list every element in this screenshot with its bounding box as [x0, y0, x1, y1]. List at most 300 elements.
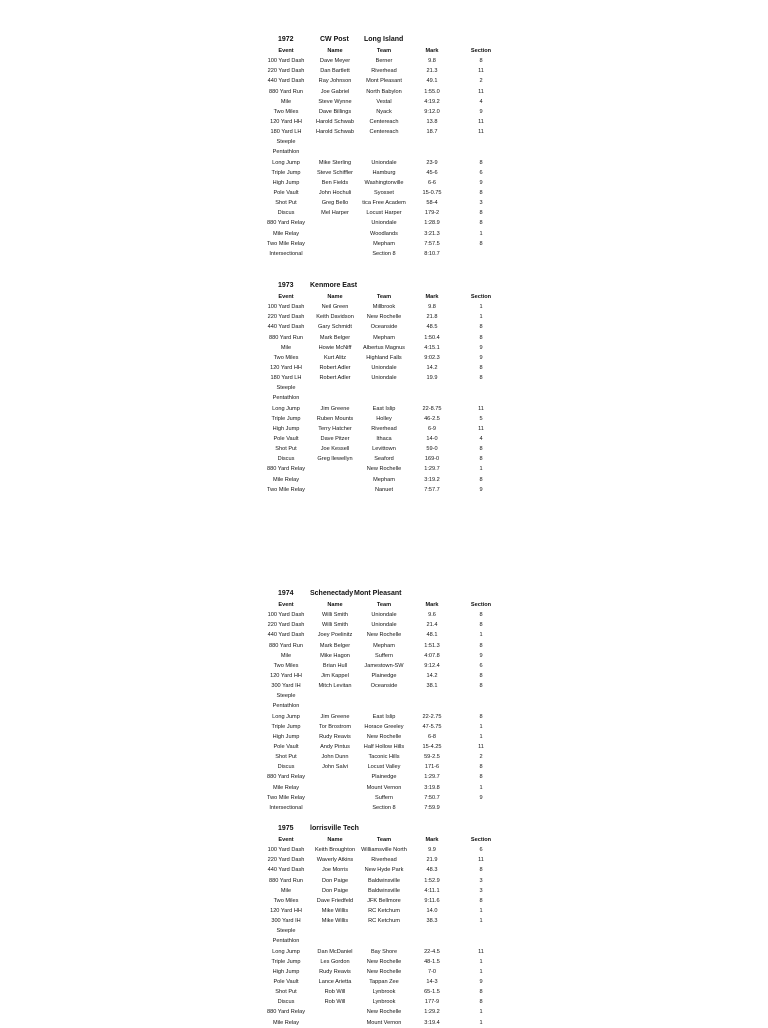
cell-team: Berner: [375, 58, 393, 65]
cell-event: Discus: [277, 999, 295, 1006]
venue-label: Kenmore East: [310, 282, 358, 289]
table-row: [258, 158, 518, 168]
table-row: [258, 783, 518, 793]
cell-mark: 38.3: [426, 918, 438, 925]
cell-name: Joe Gabriel: [320, 88, 350, 95]
cell-mark: 46-2.5: [424, 415, 440, 422]
cell-section: 1: [479, 466, 483, 473]
table-row: [258, 1018, 518, 1028]
cell-team: Oceanside: [370, 324, 398, 331]
table-row: [258, 353, 518, 363]
cell-section: 11: [478, 405, 484, 412]
cell-name: Dan Bartlett: [320, 68, 350, 75]
table-row: [258, 793, 518, 803]
cell-event: High Jump: [272, 968, 300, 975]
table-row: [258, 424, 518, 434]
table-row: [258, 434, 518, 444]
cell-section: 6: [479, 169, 483, 176]
table-row: [258, 87, 518, 97]
cell-team: Lynbrook: [372, 999, 396, 1006]
column-header-event: Event: [278, 294, 294, 300]
column-header-mark: Mark: [425, 294, 439, 300]
cell-section: 1: [479, 314, 483, 321]
table-row: [258, 383, 518, 393]
cell-section: 1: [479, 968, 483, 975]
year-block-1972: [258, 36, 518, 259]
cell-section: 1: [479, 304, 483, 311]
cell-team: Centereach: [369, 118, 399, 125]
cell-name: Mike Hagon: [320, 652, 350, 659]
cell-mark: 21.3: [426, 68, 438, 75]
cell-mark: 58-4: [426, 200, 438, 207]
cell-team: Mepham: [373, 334, 395, 341]
cell-team: Locust Valley: [367, 764, 401, 771]
cell-section: 8: [479, 189, 483, 196]
year-label: 1973: [278, 282, 294, 289]
cell-name: Jim Greene: [320, 713, 350, 720]
table-row: [258, 651, 518, 661]
table-row: [258, 671, 518, 681]
cell-mark: 9.8: [428, 58, 436, 65]
cell-event: Mile Relay: [272, 784, 300, 791]
table-row: [258, 916, 518, 926]
cell-team: Lynbrook: [372, 989, 396, 996]
column-header-name: Name: [327, 294, 343, 300]
cell-mark: 15-4.25: [422, 743, 442, 750]
table-row: [258, 896, 518, 906]
column-header-event: Event: [278, 602, 294, 608]
table-row: [258, 208, 518, 218]
cell-mark: 7:59.9: [424, 804, 440, 811]
cell-event: Pentathlon: [272, 703, 300, 710]
table-row: [258, 661, 518, 671]
table-row: [258, 855, 518, 865]
cell-event: 300 Yard IH: [271, 683, 301, 690]
cell-event: 220 Yard Dash: [267, 68, 305, 75]
cell-mark: 171-6: [424, 764, 440, 771]
cell-section: 8: [479, 897, 483, 904]
cell-mark: 9.8: [428, 304, 436, 311]
cell-team: Levittown: [372, 446, 396, 453]
table-row: [258, 997, 518, 1007]
cell-mark: 59-0: [426, 446, 438, 453]
cell-mark: 6-8: [427, 733, 437, 740]
cell-event: Triple Jump: [271, 723, 301, 730]
cell-event: Pole Vault: [273, 435, 299, 442]
cell-section: 9: [479, 978, 483, 985]
cell-mark: 1:29.2: [424, 1009, 440, 1016]
cell-team: Half Hollow Hills: [363, 743, 405, 750]
cell-name: Rob Will: [324, 999, 346, 1006]
cell-section: 1: [479, 1009, 483, 1016]
cell-team: Section 8: [372, 250, 396, 257]
cell-team: Washingtonville: [364, 179, 404, 186]
cell-team: Plainedge: [371, 774, 397, 781]
cell-team: Nanuet: [374, 486, 394, 493]
column-header-section: Section: [470, 602, 492, 608]
cell-mark: 6-9: [427, 425, 437, 432]
cell-section: 8: [479, 999, 483, 1006]
year-block-1974: [258, 590, 518, 813]
table-row: [258, 762, 518, 772]
cell-team: Ithaca: [376, 435, 392, 442]
cell-event: 440 Yard Dash: [267, 78, 305, 85]
cell-mark: 179-2: [424, 210, 440, 217]
cell-mark: 45-6: [426, 169, 438, 176]
cell-event: 880 Yard Relay: [266, 466, 306, 473]
cell-event: 300 Yard IH: [271, 918, 301, 925]
cell-section: 8: [479, 159, 483, 166]
cell-section: 9: [479, 344, 483, 351]
cell-event: 440 Yard Dash: [267, 867, 305, 874]
cell-team: Mount Vernon: [366, 1019, 402, 1026]
cell-section: 9: [479, 179, 483, 186]
cell-mark: 3:19.2: [424, 476, 440, 483]
cell-name: Mel Harper: [321, 210, 349, 217]
cell-mark: 1:55.0: [424, 88, 440, 95]
cell-mark: 3:19.4: [424, 1019, 440, 1026]
table-row: [258, 137, 518, 147]
cell-section: 8: [479, 764, 483, 771]
column-header-team: Team: [376, 602, 392, 608]
cell-team: New Rochelle: [366, 733, 402, 740]
cell-section: 8: [479, 622, 483, 629]
cell-name: Dave Pitzer: [320, 435, 350, 442]
cell-section: 1: [479, 723, 483, 730]
table-row: [258, 947, 518, 957]
cell-mark: 6-6: [427, 179, 437, 186]
cell-name: Terry Hatcher: [318, 425, 352, 432]
cell-section: 11: [478, 948, 484, 955]
cell-name: Les Gordon: [320, 958, 350, 965]
cell-mark: 38.1: [426, 683, 438, 690]
cell-section: 3: [479, 200, 483, 207]
cell-mark: 169-0: [424, 456, 440, 463]
cell-team: New Rochelle: [366, 968, 402, 975]
cell-name: Ray Johnson: [318, 78, 352, 85]
cell-section: 8: [479, 672, 483, 679]
table-row: [258, 373, 518, 383]
table-row: [258, 742, 518, 752]
cell-event: Mile: [280, 344, 292, 351]
cell-event: Two Miles: [273, 662, 299, 669]
cell-event: 120 Yard HH: [270, 118, 302, 125]
table-row: [258, 363, 518, 373]
cell-event: Shot Put: [275, 989, 297, 996]
cell-mark: 9:12.4: [424, 662, 440, 669]
cell-mark: 19.9: [426, 375, 438, 382]
location-label: Long Island: [364, 36, 404, 43]
table-row: [258, 97, 518, 107]
cell-event: 880 Yard Run: [268, 877, 303, 884]
cell-team: Suffern: [375, 794, 393, 801]
cell-team: Mepham: [373, 642, 395, 649]
cell-name: Mike Willis: [321, 907, 349, 914]
cell-event: High Jump: [272, 733, 300, 740]
cell-section: 8: [479, 612, 483, 619]
table-row: [258, 249, 518, 259]
cell-team: Section 8: [372, 804, 396, 811]
cell-team: Tappan Zee: [369, 978, 399, 985]
table-row: [258, 178, 518, 188]
cell-event: Two Miles: [273, 897, 299, 904]
table-row: [258, 404, 518, 414]
cell-team: Uniondale: [371, 159, 397, 166]
cell-team: Baldwinsville: [367, 887, 401, 894]
cell-section: 4: [479, 98, 483, 105]
cell-name: Don Paige: [321, 887, 349, 894]
column-header-row: [258, 46, 518, 56]
cell-event: 220 Yard Dash: [267, 314, 305, 321]
cell-section: 4: [479, 435, 483, 442]
cell-event: Triple Jump: [271, 169, 301, 176]
cell-name: Mike Willis: [321, 918, 349, 925]
cell-section: 9: [479, 354, 483, 361]
cell-event: Discus: [277, 764, 295, 771]
column-header-mark: Mark: [425, 48, 439, 54]
year-block-1973: [258, 282, 518, 495]
table-row: [258, 198, 518, 208]
cell-team: Baldwinsville: [367, 877, 401, 884]
cell-event: Intersectional: [269, 804, 303, 811]
table-row: [258, 906, 518, 916]
cell-mark: 48-1.5: [424, 958, 440, 965]
cell-mark: 9.6: [428, 612, 436, 619]
table-row: [258, 957, 518, 967]
cell-name: Ben Fields: [321, 179, 349, 186]
cell-event: Discus: [277, 210, 295, 217]
cell-section: 1: [479, 1019, 483, 1026]
cell-section: 8: [479, 867, 483, 874]
cell-event: Shot Put: [275, 754, 297, 761]
table-row: [258, 691, 518, 701]
column-header-section: Section: [470, 48, 492, 54]
cell-section: 6: [479, 662, 483, 669]
cell-section: 8: [479, 774, 483, 781]
column-header-team: Team: [376, 48, 392, 54]
cell-team: New Rochelle: [366, 466, 402, 473]
cell-event: Steeple: [276, 928, 296, 935]
cell-section: 8: [479, 375, 483, 382]
cell-name: Dave Billings: [318, 108, 352, 115]
cell-mark: 7-0: [427, 968, 437, 975]
table-row: [258, 117, 518, 127]
cell-team: Millbrook: [372, 304, 396, 311]
cell-team: Uniondale: [371, 622, 397, 629]
column-header-event: Event: [278, 48, 294, 54]
cell-event: Pole Vault: [273, 189, 299, 196]
cell-section: 1: [479, 958, 483, 965]
cell-event: Two Mile Relay: [267, 486, 305, 493]
cell-event: 880 Yard Relay: [266, 774, 306, 781]
cell-name: Rob Will: [324, 989, 346, 996]
cell-event: Long Jump: [272, 713, 300, 720]
cell-name: Harold Schwab: [316, 118, 354, 125]
table-row: [258, 475, 518, 485]
table-row: [258, 987, 518, 997]
cell-event: 120 Yard HH: [270, 672, 302, 679]
cell-event: Long Jump: [272, 405, 300, 412]
cell-mark: 23-9: [426, 159, 438, 166]
table-row: [258, 610, 518, 620]
cell-name: Neil Green: [321, 304, 349, 311]
cell-mark: 48.3: [426, 867, 438, 874]
table-row: [258, 977, 518, 987]
cell-section: 8: [479, 220, 483, 227]
cell-team: Riverhead: [371, 68, 397, 75]
cell-section: 8: [479, 446, 483, 453]
cell-mark: 21.9: [426, 857, 438, 864]
column-header-name: Name: [327, 602, 343, 608]
column-header-name: Name: [327, 48, 343, 54]
cell-team: JFK Bellmore: [367, 897, 401, 904]
table-row: [258, 967, 518, 977]
table-row: [258, 620, 518, 630]
cell-name: John Salvi: [322, 764, 348, 771]
table-row: [258, 1007, 518, 1017]
year-header: [258, 590, 518, 600]
cell-event: Long Jump: [272, 159, 300, 166]
cell-section: 8: [479, 210, 483, 217]
cell-event: Shot Put: [275, 446, 297, 453]
table-row: [258, 188, 518, 198]
cell-mark: 3:21.3: [424, 230, 440, 237]
cell-team: Uniondale: [371, 375, 397, 382]
cell-event: 180 Yard LH: [270, 375, 302, 382]
cell-team: Mont Pleasant: [366, 78, 402, 85]
cell-event: 880 Yard Run: [268, 334, 303, 341]
cell-section: 11: [478, 129, 484, 136]
year-label: 1975: [278, 825, 294, 832]
cell-event: Two Mile Relay: [267, 794, 305, 801]
cell-team: Bay Shore: [370, 948, 398, 955]
cell-name: Steve Wynne: [318, 98, 352, 105]
cell-event: Steeple: [276, 385, 296, 392]
cell-event: Mile Relay: [272, 1019, 300, 1026]
cell-team: Centereach: [369, 129, 399, 136]
cell-team: Williamsville North: [361, 847, 407, 854]
cell-mark: 177-9: [424, 999, 440, 1006]
cell-section: 8: [479, 683, 483, 690]
cell-mark: 1:52.9: [424, 877, 440, 884]
table-row: [258, 239, 518, 249]
cell-team: Syosset: [374, 189, 394, 196]
table-row: [258, 732, 518, 742]
table-row: [258, 454, 518, 464]
cell-mark: 15-0.75: [422, 189, 442, 196]
cell-name: Joe Kessell: [320, 446, 350, 453]
cell-section: 1: [479, 907, 483, 914]
cell-mark: 7:57.7: [424, 486, 440, 493]
table-row: [258, 641, 518, 651]
cell-event: 180 Yard LH: [270, 129, 302, 136]
cell-mark: 47-5.75: [422, 723, 442, 730]
cell-event: 120 Yard HH: [270, 364, 302, 371]
cell-team: New Rochelle: [366, 632, 402, 639]
column-header-section: Section: [470, 294, 492, 300]
cell-name: Willi Smith: [321, 612, 349, 619]
cell-section: 2: [479, 78, 483, 85]
cell-name: Jim Greene: [320, 405, 350, 412]
cell-event: High Jump: [272, 179, 300, 186]
cell-event: 440 Yard Dash: [267, 632, 305, 639]
cell-mark: 21.4: [426, 622, 438, 629]
table-row: [258, 66, 518, 76]
cell-section: 9: [479, 486, 483, 493]
cell-event: 100 Yard Dash: [267, 304, 305, 311]
cell-name: Greg llewellyn: [317, 456, 353, 463]
cell-name: Rudy Reavis: [319, 968, 351, 975]
cell-section: 11: [478, 68, 484, 75]
table-row: [258, 229, 518, 239]
cell-event: Pole Vault: [273, 978, 299, 985]
cell-section: 11: [478, 743, 484, 750]
cell-mark: 1:29.7: [424, 774, 440, 781]
cell-mark: 22-8.75: [422, 405, 442, 412]
cell-name: Andy Pintus: [320, 743, 350, 750]
table-row: [258, 302, 518, 312]
table-row: [258, 393, 518, 403]
cell-name: Harold Schwab: [316, 129, 354, 136]
cell-mark: 9:11.6: [424, 897, 440, 904]
cell-name: Keith Davidson: [316, 314, 354, 321]
table-row: [258, 322, 518, 332]
cell-event: Triple Jump: [271, 958, 301, 965]
cell-name: Kurt Alitz: [323, 354, 347, 361]
cell-mark: 9:02.3: [424, 354, 440, 361]
table-row: [258, 712, 518, 722]
cell-event: 880 Yard Run: [268, 88, 303, 95]
cell-mark: 7:57.5: [424, 240, 440, 247]
table-row: [258, 845, 518, 855]
cell-name: Robert Adler: [319, 364, 351, 371]
cell-section: 8: [479, 58, 483, 65]
cell-team: Jamestown-SW: [364, 662, 404, 669]
cell-team: Vestal: [376, 98, 392, 105]
table-row: [258, 886, 518, 896]
cell-mark: 1:51.3: [424, 642, 440, 649]
cell-event: 220 Yard Dash: [267, 857, 305, 864]
cell-event: Steeple: [276, 139, 296, 146]
cell-team: East Islip: [372, 405, 396, 412]
cell-mark: 8:10.7: [424, 250, 440, 257]
cell-mark: 4:11.1: [424, 887, 440, 894]
year-header: [258, 282, 518, 292]
cell-mark: 22-4.5: [424, 948, 440, 955]
column-header-team: Team: [376, 294, 392, 300]
column-header-event: Event: [278, 837, 294, 843]
cell-event: Pole Vault: [273, 743, 299, 750]
cell-mark: 4:15.1: [424, 344, 440, 351]
cell-section: 8: [479, 642, 483, 649]
cell-name: Tor Brostrom: [318, 723, 351, 730]
table-row: [258, 343, 518, 353]
cell-team: Oceanside: [370, 683, 398, 690]
cell-name: Don Paige: [321, 877, 349, 884]
cell-section: 8: [479, 334, 483, 341]
cell-mark: 7:50.7: [424, 794, 440, 801]
table-row: [258, 107, 518, 117]
cell-section: 9: [479, 108, 483, 115]
cell-name: Jim Kappel: [321, 672, 349, 679]
cell-mark: 9.9: [428, 847, 436, 854]
cell-team: New Rochelle: [366, 958, 402, 965]
cell-event: Mile Relay: [272, 230, 300, 237]
cell-event: 440 Yard Dash: [267, 324, 305, 331]
table-row: [258, 722, 518, 732]
cell-section: 11: [478, 857, 484, 864]
cell-team: tica Free Academ: [362, 200, 406, 207]
